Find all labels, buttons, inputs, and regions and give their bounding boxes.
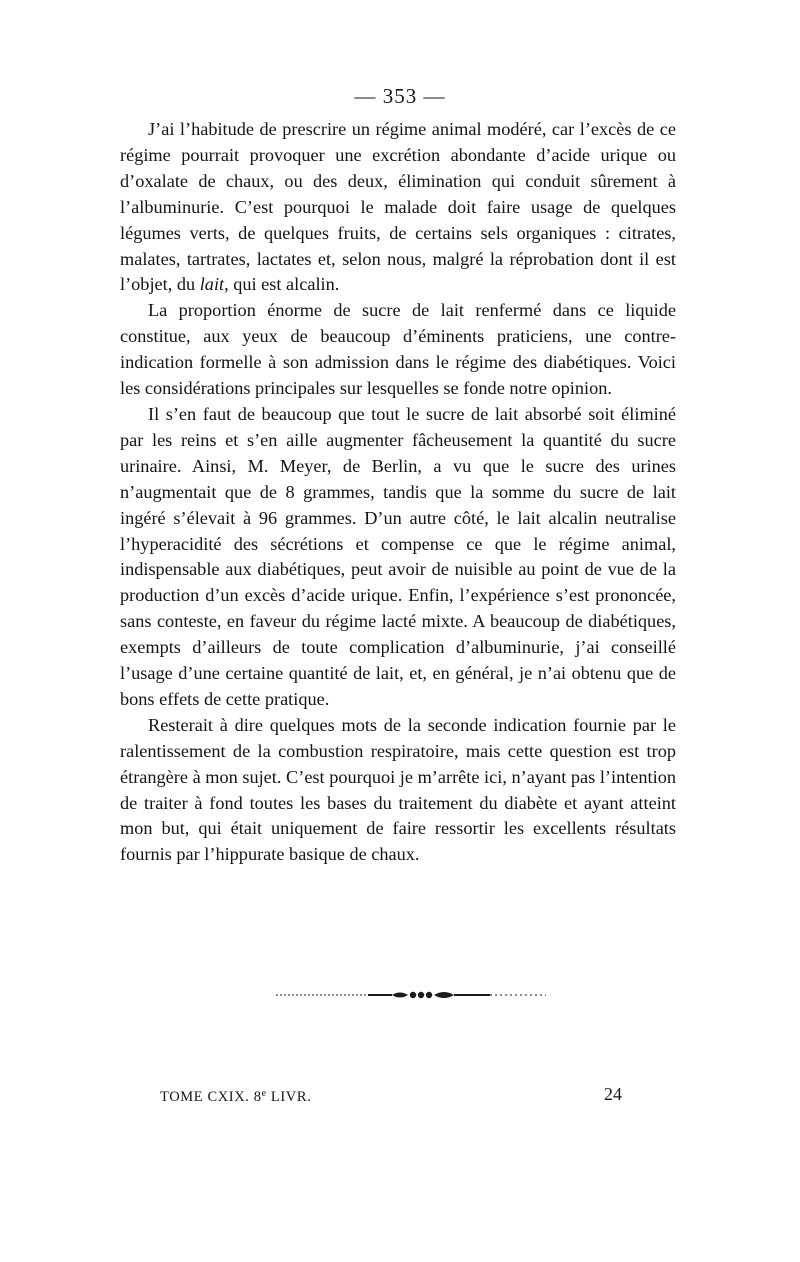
paragraph	[120, 402, 676, 713]
paragraph	[120, 298, 676, 402]
italic-text: lait	[199, 274, 225, 295]
paragraph-text: , qui est alcalin.	[224, 274, 340, 295]
signature-tail: LIVR.	[266, 1089, 312, 1105]
page-number: — 353 —	[354, 84, 446, 108]
paragraph-text: Il s’en faut de beaucoup que tout le sucre de lait absorbé soit éliminé par les reins et s’en aille augmenter fâcheusement la quantité du sucre urinaire. Ainsi, M. Meyer, de Berlin, a vu que le sucre des urines n’augmentait que de 8 grammes, tandis que la somme du sucre de lait ingéré s’élevait à 96 grammes. D’un autre côté, le lait alcalin neutralise l’hyperacidité des sécrétions et compense ce que le régime animal, indispensable aux diabétiques, peut avoir de nuisible au point de vue de la production d’un excès d’acide urique. Enfin, l’expérience s’est prononcée, sans conteste, en faveur du régime lacté mixte. A beaucoup de diabétiques, exempts d’ailleurs de toute complication d’albuminurie, j’ai conseillé l’usage d’une certaine quantité de lait, et, en général, je n’ai obtenu que de bons effets de cette pratique.	[120, 403, 676, 709]
ornament-rule-icon	[276, 988, 546, 1002]
printer-signature	[160, 1088, 311, 1106]
paragraph-text: La proportion énorme de sucre de lait renfermé dans ce liquide constitue, aux yeux de beaucoup d’éminents praticiens, une contre-indication formelle à son admission dans le régime des diabétiques. Voici les considérations principales sur lesquelles se fonde notre opinion.	[120, 300, 676, 399]
signature-main: TOME CXIX. 8	[160, 1089, 262, 1105]
paragraph-text: J’ai l’habitude de prescrire un régime animal modéré, car l’excès de ce régime pourrait provoquer une excrétion abondante d’acide urique ou d’oxalate de chaux, ou des deux, élimination qui conduit sûrement à l’albuminurie. C’est pourquoi le malade doit faire usage de quelques légumes verts, de quelques fruits, de certains sels organiques : citrates, malates, tartrates, lactates et, selon nous, malgré la réprobation dont il est l’objet, du	[120, 119, 676, 295]
body-text	[120, 117, 676, 868]
signature-sup: e	[261, 1088, 267, 1099]
paragraph	[120, 117, 676, 298]
sheet-number: 24	[604, 1084, 622, 1104]
paragraph-text: Resterait à dire quelques mots de la seconde indication fournie par le ralentissement de la combustion respiratoire, mais cette question est trop étrangère à mon sujet. C’est pourquoi je m’arrête ici, n’ayant pas l’intention de traiter à fond toutes les bases du traitement du diabète et ayant atteint mon but, qui était uniquement de faire ressortir les excellents résultats fournis par l’hippurate basique de chaux.	[120, 714, 676, 865]
paragraph	[120, 713, 676, 868]
